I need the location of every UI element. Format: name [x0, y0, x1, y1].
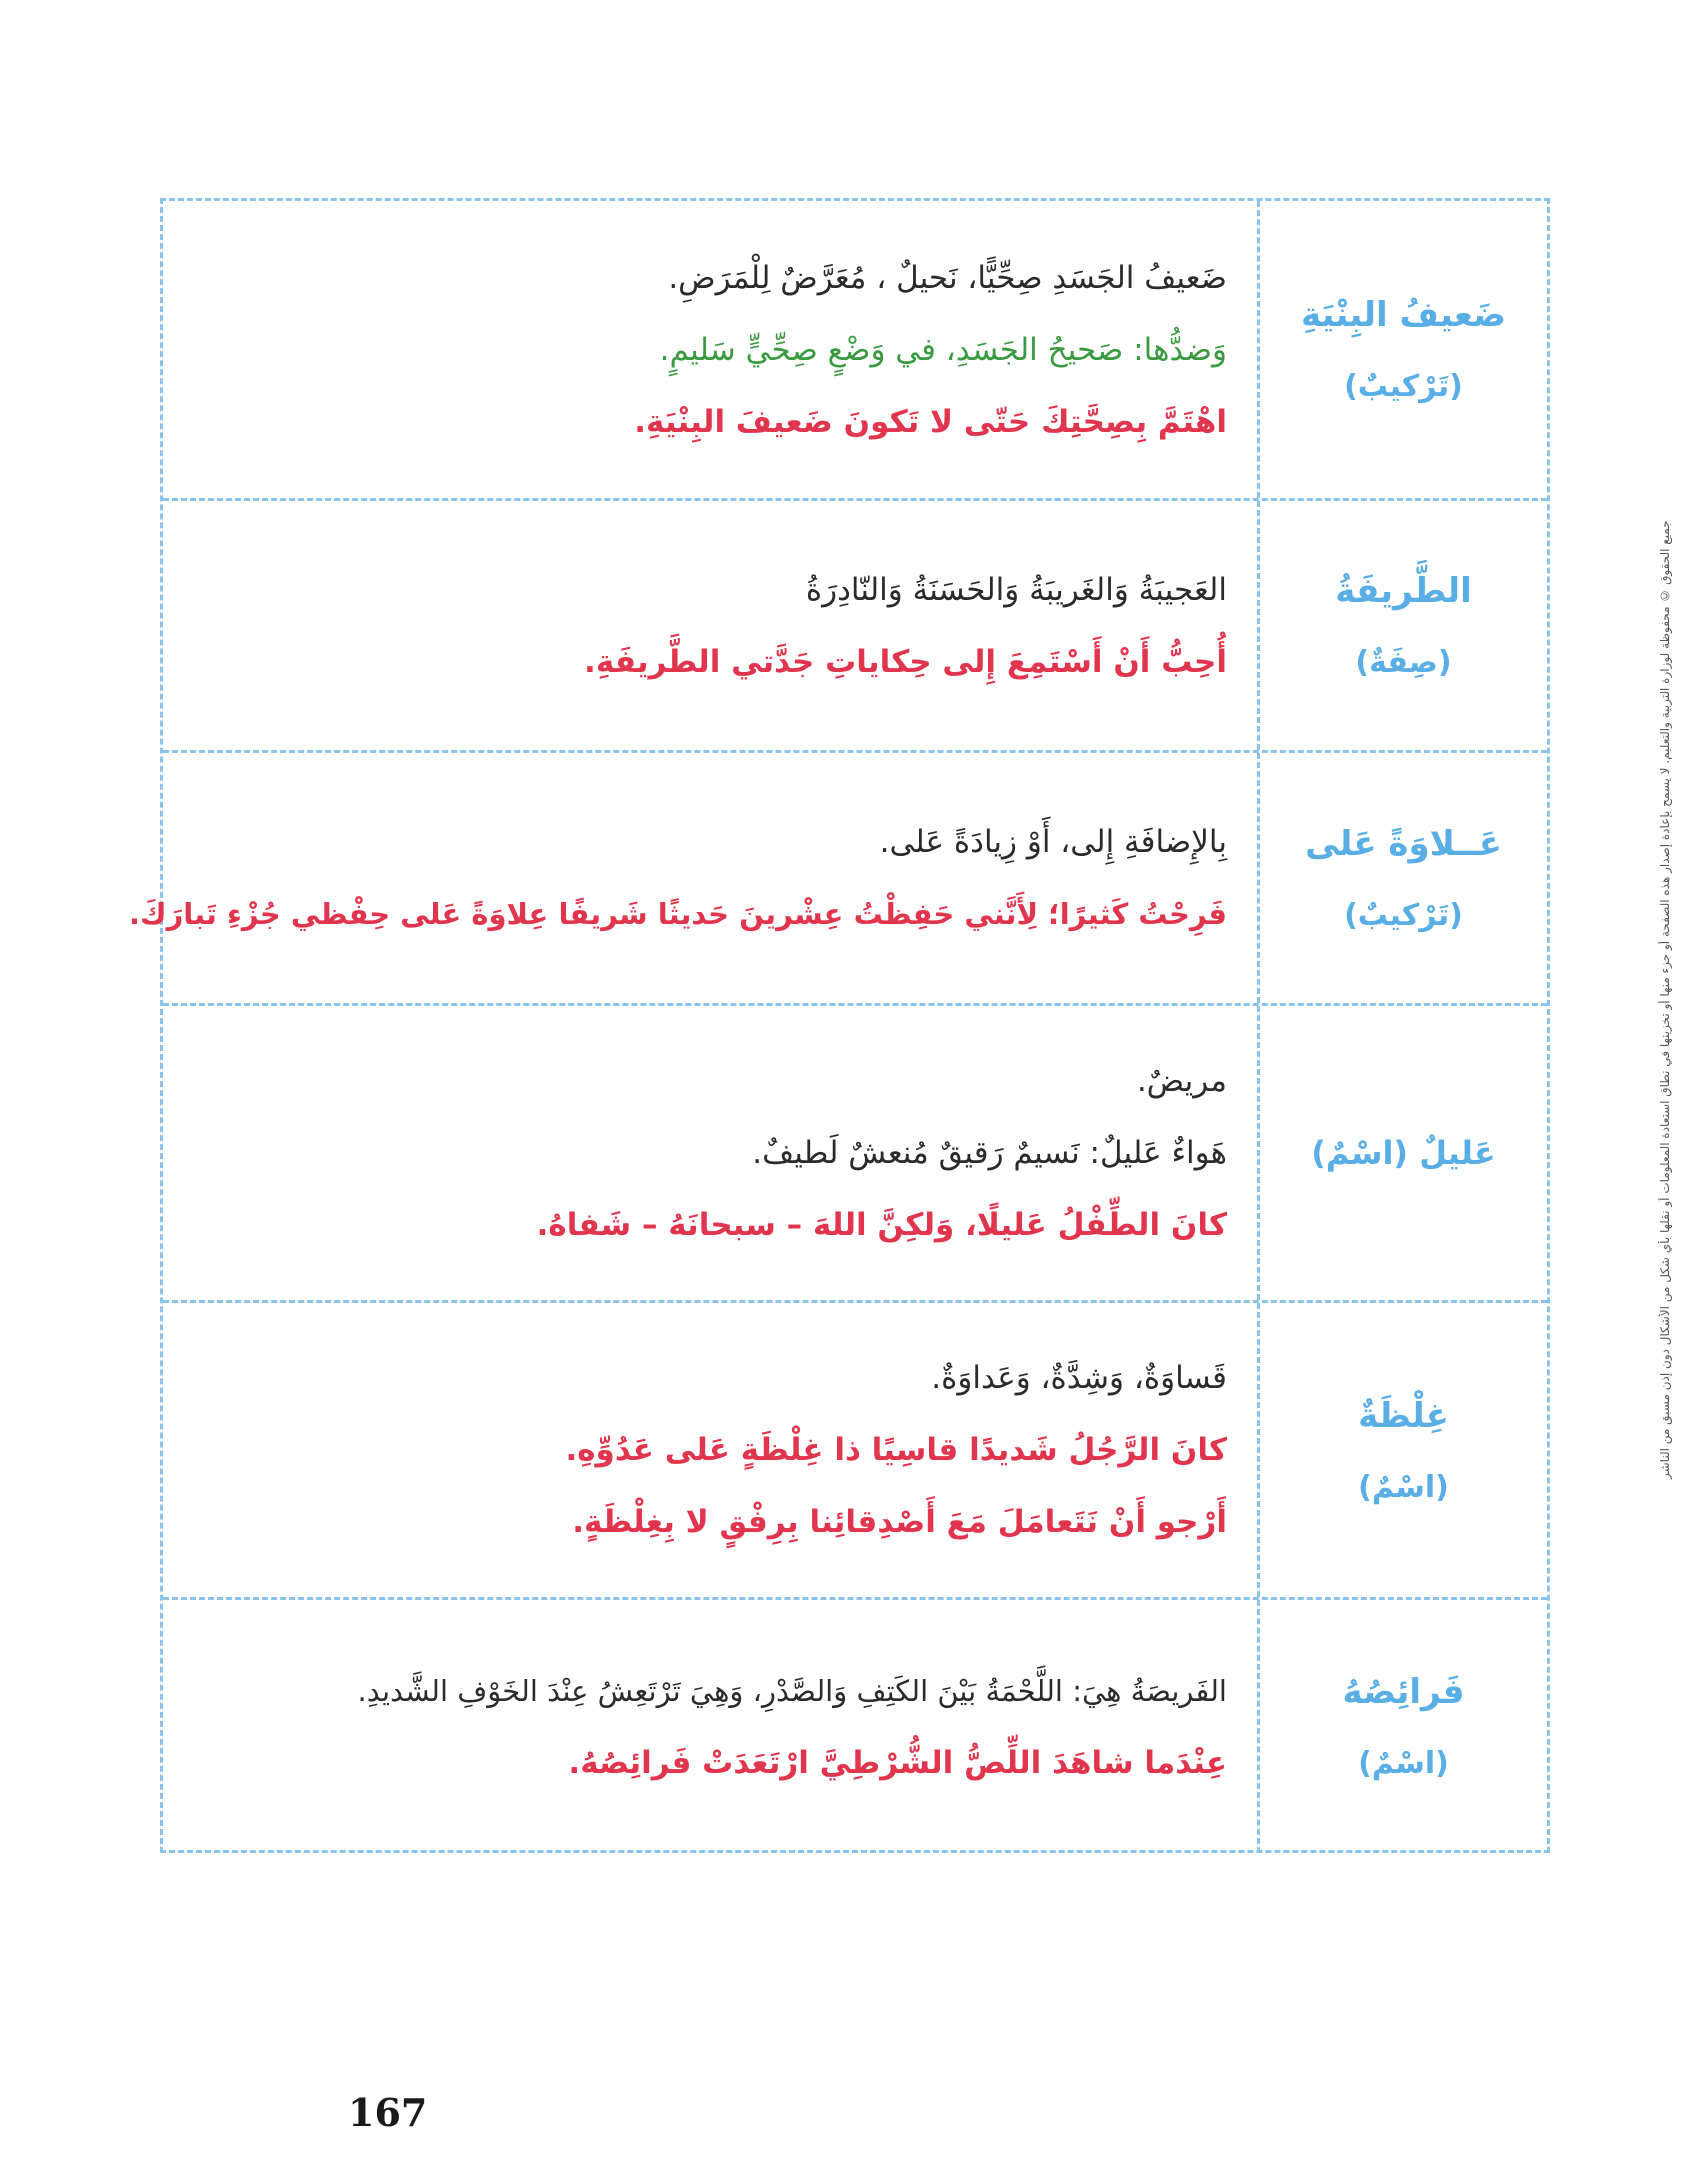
table-row — [163, 1303, 1547, 1600]
table-row — [128, 753, 1547, 1006]
example-sentence: أُحِبُّ أَنْ أَسْتَمِعَ إِلى حِكاياتِ جَدَّتي الطَّريفَةِ. — [584, 643, 1227, 680]
meaning-line: مريضٌ. — [1136, 1063, 1227, 1099]
page-number: 167 — [348, 2090, 428, 2135]
definition-cell — [163, 1303, 1257, 1597]
table-row — [163, 201, 1547, 501]
term-word: غِلْظَةٌ — [1358, 1395, 1449, 1436]
term-word: عَــلاوَةً عَلى — [1305, 823, 1502, 864]
term-cell — [1257, 1600, 1547, 1853]
vocabulary-table — [128, 198, 1550, 1853]
term-type: (تَرْكيبٌ) — [1344, 897, 1463, 933]
copyright-side-note: جميع الحقوق © محفوظة لوزارة التربية والتعليم. لا يسمح بإعادة إصدار هذه الصفحة أو جزء منها أو تخزينها في نطاق استعادة المعلومات أو نقلها بأي شكل من الأشكال دون إذن مسبق من الناشر — [1658, 520, 1672, 1479]
example-sentence: اهْتَمَّ بِصِحَّتِكَ حَتّى لا تَكونَ ضَعيفَ البِنْيَةِ. — [634, 403, 1227, 440]
term-type: (تَرْكيبٌ) — [1344, 369, 1463, 404]
meaning-line-secondary: هَواءٌ عَليلٌ: نَسيمٌ رَقيقٌ مُنعشٌ لَطيفٌ. — [752, 1135, 1227, 1171]
term-type: (اسْمٌ) — [1358, 1469, 1449, 1505]
meaning-line: الفَريصَةُ هِيَ: اللَّحْمَةُ بَيْنَ الكَتِفِ وَالصَّدْرِ، وَهِيَ تَرْتَعِشُ عِنْدَ الخَوْفِ الشَّديدِ. — [357, 1673, 1227, 1708]
definition-cell — [163, 501, 1257, 750]
term-cell — [1257, 501, 1547, 750]
term-word: عَليلٌ (اسْمٌ) — [1311, 1134, 1496, 1172]
term-cell — [1257, 753, 1547, 1003]
definition-cell — [163, 1006, 1257, 1300]
meaning-line: قَساوَةٌ، وَشِدَّةٌ، وَعَداوَةٌ. — [931, 1360, 1227, 1396]
example-sentence: فَرِحْتُ كَثيرًا؛ لِأَنَّني حَفِظْتُ عِشْرينَ حَديثًا شَريفًا عِلاوَةً عَلى حِفْظي جُزْءِ تَبارَكَ. — [128, 897, 1227, 931]
definition-cell — [99, 753, 1257, 1003]
table-row — [163, 1600, 1547, 1853]
meaning-line: ضَعيفُ الجَسَدِ صِحِّيًّا، نَحيلٌ ، مُعَرَّضٌ لِلْمَرَضِ. — [668, 259, 1227, 296]
example-sentence: كانَ الرَّجُلُ شَديدًا قاسِيًا ذا غِلْظَةٍ عَلى عَدُوِّهِ. — [565, 1432, 1227, 1468]
term-cell — [1257, 1006, 1547, 1300]
term-word: ضَعيفُ البِنْيَةِ — [1301, 295, 1506, 335]
term-cell — [1257, 201, 1547, 498]
example-sentence: كانَ الطِّفْلُ عَليلًا، وَلكِنَّ اللهَ – سبحانَهُ – شَفاهُ. — [536, 1207, 1227, 1243]
term-cell — [1257, 1303, 1547, 1597]
term-word: الطَّريفَةُ — [1335, 571, 1472, 611]
term-word: فَرائِصُهُ — [1342, 1672, 1465, 1712]
example-sentence-secondary: أَرْجو أَنْ نَتَعامَلَ مَعَ أَصْدِقائِنا بِرِفْقٍ لا بِغِلْظَةٍ. — [572, 1504, 1227, 1540]
meaning-line: العَجيبَةُ وَالغَريبَةُ وَالحَسَنَةُ وَالنّادِرَةُ — [805, 571, 1227, 608]
antonym-line: وَضدُّها: صَحيحُ الجَسَدِ، في وَضْعٍ صِحِّيٍّ سَليمٍ. — [659, 331, 1227, 368]
table-row — [163, 1006, 1547, 1303]
definition-cell — [163, 201, 1257, 498]
example-sentence: عِنْدَما شاهَدَ اللِّصُّ الشُّرْطِيَّ ارْتَعَدَتْ فَرائِصُهُ. — [568, 1744, 1227, 1781]
term-type: (اسْمٌ) — [1358, 1746, 1449, 1781]
table-row — [163, 501, 1547, 753]
term-type: (صِفَةٌ) — [1355, 645, 1452, 680]
meaning-line: بِالإِضافَةِ إِلى، أَوْ زِيادَةً عَلى. — [879, 824, 1227, 860]
definition-cell — [163, 1600, 1257, 1853]
